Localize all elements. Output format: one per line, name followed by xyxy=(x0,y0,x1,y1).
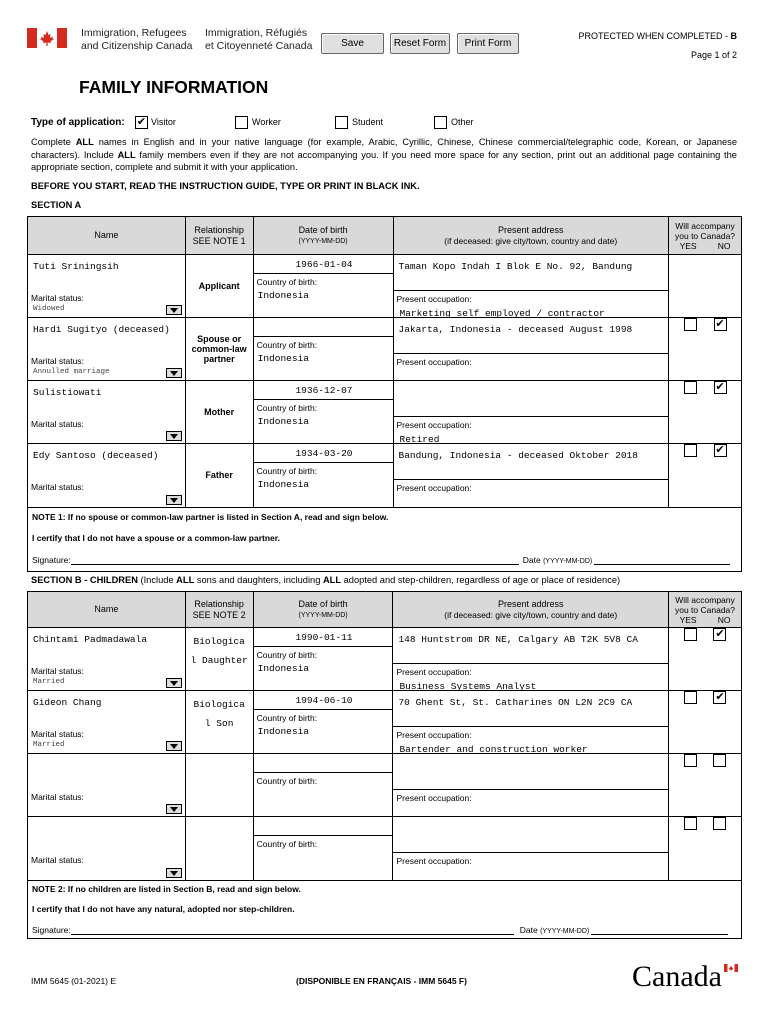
accompany-yes-checkbox[interactable] xyxy=(684,754,697,767)
accompany-no-checkbox[interactable] xyxy=(713,754,726,767)
marital-status-label: Marital status: xyxy=(31,792,84,802)
marital-status-dropdown[interactable] xyxy=(166,368,182,378)
print-form-button[interactable]: Print Form xyxy=(457,33,519,54)
header-relationship: Relationship SEE NOTE 2 xyxy=(185,592,253,628)
marital-status-dropdown[interactable] xyxy=(166,495,182,505)
accompany-yes-checkbox[interactable] xyxy=(684,817,697,830)
person-row xyxy=(28,754,742,817)
occupation-value: Retired xyxy=(399,434,440,443)
address-field[interactable]: Taman Kopo Indah I Blok E No. 92, Bandung xyxy=(394,255,669,291)
country-of-birth-label: Country of birth: xyxy=(256,340,318,350)
date-label: Date (YYYY-MM-DD) xyxy=(519,925,590,935)
visitor-checkbox[interactable]: ✔ xyxy=(136,116,147,128)
section-a-title: SECTION A xyxy=(31,200,82,210)
section-b-title: SECTION B - CHILDREN (Include ALL sons and daughters, including ALL adopted and step-children, regardless of age or place of residence) xyxy=(31,575,621,585)
french-version-note: (DISPONIBLE EN FRANÇAIS - IMM 5645 F) xyxy=(296,976,467,986)
occupation-label: Present occupation: xyxy=(396,483,472,493)
accompany-no-checkbox[interactable]: ✔ xyxy=(715,318,725,330)
address-occupation-cell xyxy=(393,754,669,817)
reset-form-button[interactable]: Reset Form xyxy=(390,33,450,54)
other-checkbox[interactable] xyxy=(434,116,447,129)
address-field[interactable] xyxy=(393,817,668,853)
marital-status-label: Marital status: xyxy=(31,666,84,676)
page-title: FAMILY INFORMATION xyxy=(79,77,269,97)
wordmark-flag-icon xyxy=(724,964,738,972)
occupation-value: Business Systems Analyst xyxy=(399,681,537,690)
dob-field[interactable]: 1936-12-07 xyxy=(254,381,393,400)
save-button[interactable]: Save xyxy=(321,33,384,54)
marital-status-value: Married xyxy=(33,678,65,686)
occupation-value: Marketing self employed / contractor xyxy=(399,308,605,317)
dob-country-cell xyxy=(253,318,393,381)
visitor-label: Visitor xyxy=(151,117,176,127)
relationship-value xyxy=(186,817,253,879)
occupation-value xyxy=(396,866,668,870)
marital-status-label: Marital status: xyxy=(31,419,84,429)
page-number: Page 1 of 2 xyxy=(690,50,737,60)
relationship-cell[interactable] xyxy=(185,691,253,754)
accompany-no-checkbox[interactable] xyxy=(713,817,726,830)
dob-field[interactable]: 1994-06-10 xyxy=(254,691,393,710)
relationship-cell[interactable] xyxy=(185,318,253,381)
occupation-field[interactable] xyxy=(393,664,668,690)
accompany-no-checkbox[interactable]: ✔ xyxy=(715,381,725,393)
person-row xyxy=(28,691,742,754)
country-of-birth-label: Country of birth: xyxy=(256,466,318,476)
worker-label: Worker xyxy=(252,117,281,127)
name-cell[interactable] xyxy=(28,691,186,754)
occupation-value xyxy=(396,803,668,807)
marital-status-dropdown[interactable] xyxy=(166,431,182,441)
relationship-cell[interactable] xyxy=(185,754,253,817)
country-of-birth-label: Country of birth: xyxy=(256,713,318,723)
occupation-value: Bartender and construction worker xyxy=(399,744,588,753)
address-field[interactable]: 148 Huntstrom DR NE, Calgary AB T2K 5V8 CA xyxy=(393,628,668,664)
header-name: Name xyxy=(28,217,186,255)
relationship-cell[interactable] xyxy=(185,817,253,881)
canada-flag-icon xyxy=(27,28,67,48)
signature-label: Signature: xyxy=(32,555,71,565)
note1-block: NOTE 1: If no spouse or common-law partner is listed in Section A, read and sign below. I certify that I do not have a spouse or a common-law partner. Signature: Date (YYYY-MM-DD) xyxy=(28,508,742,572)
relationship-cell[interactable] xyxy=(185,381,253,444)
marital-status-label: Marital status: xyxy=(31,482,84,492)
department-name-en: Immigration, Refugees and Citizenship Canada xyxy=(81,27,193,52)
occupation-label: Present occupation: xyxy=(396,856,472,866)
accompany-cell xyxy=(669,754,742,817)
header-name: Name xyxy=(28,592,186,628)
occupation-field[interactable] xyxy=(393,727,668,753)
marital-status-dropdown[interactable] xyxy=(166,305,182,315)
occupation-label: Present occupation: xyxy=(396,667,472,677)
relationship-value: Father xyxy=(205,470,233,480)
country-of-birth-value[interactable]: Indonesia xyxy=(257,726,309,737)
country-of-birth-label: Country of birth: xyxy=(256,839,318,849)
name-value: Edy Santoso (deceased) xyxy=(33,450,159,461)
country-of-birth-value[interactable]: Indonesia xyxy=(257,290,309,301)
accompany-no-checkbox[interactable]: ✔ xyxy=(715,691,725,703)
accompany-cell xyxy=(669,817,742,881)
name-value: Tuti Sriningsih xyxy=(33,261,119,272)
person-row xyxy=(28,318,742,381)
person-row xyxy=(28,381,742,444)
header-accompany: Will accompany you to Canada? YES NO xyxy=(669,217,742,255)
name-cell[interactable] xyxy=(28,817,186,881)
accompany-yes-checkbox[interactable] xyxy=(684,381,697,394)
dob-field[interactable] xyxy=(254,817,393,836)
date-label: Date (YYYY-MM-DD) xyxy=(522,555,593,565)
dob-country-cell xyxy=(253,381,393,444)
address-occupation-cell xyxy=(393,817,669,881)
occupation-field[interactable] xyxy=(394,291,669,317)
worker-checkbox[interactable] xyxy=(235,116,248,129)
address-occupation-cell xyxy=(393,444,669,508)
accompany-cell xyxy=(669,318,742,381)
country-of-birth-label: Country of birth: xyxy=(256,277,318,287)
date-field[interactable] xyxy=(594,555,730,565)
student-checkbox[interactable] xyxy=(335,116,348,129)
name-cell[interactable] xyxy=(28,255,186,318)
dob-field[interactable] xyxy=(254,754,393,773)
occupation-field[interactable] xyxy=(394,480,669,506)
dob-country-cell xyxy=(253,628,393,691)
country-of-birth-value[interactable]: Indonesia xyxy=(257,663,309,674)
marital-status-dropdown[interactable] xyxy=(166,868,182,878)
header-dob: Date of birth (YYYY-MM-DD) xyxy=(253,592,393,628)
relationship-cell[interactable] xyxy=(185,628,253,691)
marital-status-label: Marital status: xyxy=(31,293,84,303)
occupation-value xyxy=(397,367,669,371)
accompany-cell xyxy=(669,628,742,691)
dob-country-cell xyxy=(253,817,393,881)
country-of-birth-label: Country of birth: xyxy=(256,403,318,413)
accompany-no-checkbox[interactable]: ✔ xyxy=(715,628,725,640)
header-address: Present address (if deceased: give city/town, country and date) xyxy=(393,592,669,628)
instructions-text: Complete ALL names in English and in your native language (for example, Arabic, Cyrillic, Chinese, Chinese commercial/telegraphic code, Korean, or Japanese characters). Include ALL family members even if they are not accompanying you. If you need more space for any section, print out an additional page containing the appropriate section, complete and submit it with your application. xyxy=(31,137,737,172)
accompany-cell xyxy=(669,255,742,318)
dob-field[interactable]: 1990-01-11 xyxy=(254,628,393,647)
address-field[interactable]: Bandung, Indonesia - deceased Oktober 2018 xyxy=(394,444,669,480)
section-a-table xyxy=(27,216,742,572)
person-row xyxy=(28,628,742,691)
occupation-label: Present occupation: xyxy=(396,793,472,803)
name-cell[interactable] xyxy=(28,381,186,444)
relationship-value: Biologica l Son xyxy=(193,699,245,729)
accompany-yes-checkbox[interactable] xyxy=(684,444,697,457)
accompany-yes-checkbox[interactable] xyxy=(684,628,697,641)
accompany-cell xyxy=(669,444,742,508)
occupation-field[interactable] xyxy=(393,853,668,879)
person-row xyxy=(28,817,742,881)
dob-country-cell xyxy=(253,754,393,817)
occupation-label: Present occupation: xyxy=(396,294,472,304)
accompany-yes-checkbox[interactable] xyxy=(684,318,697,331)
accompany-cell xyxy=(669,691,742,754)
address-field[interactable] xyxy=(393,754,668,790)
address-field[interactable]: Jakarta, Indonesia - deceased August 1998 xyxy=(394,318,669,354)
relationship-value: Mother xyxy=(204,406,235,417)
canada-wordmark: Canada xyxy=(632,960,722,993)
relationship-cell[interactable] xyxy=(185,255,253,318)
occupation-field[interactable] xyxy=(393,790,668,816)
section-b-table xyxy=(27,591,742,939)
country-of-birth-value[interactable]: Indonesia xyxy=(257,479,309,490)
occupation-label: Present occupation: xyxy=(396,357,472,367)
department-name-fr: Immigration, Réfugiés et Citoyenneté Canada xyxy=(205,27,313,52)
name-value: Chintami Padmadawala xyxy=(33,634,148,645)
marital-status-dropdown[interactable] xyxy=(166,678,182,688)
country-of-birth-label: Country of birth: xyxy=(256,650,318,660)
header-accompany: Will accompany you to Canada? YES NO xyxy=(669,592,742,628)
name-cell[interactable] xyxy=(28,444,186,508)
occupation-value xyxy=(397,493,669,497)
relationship-value: Spouse or common-law partner xyxy=(191,333,247,364)
address-occupation-cell xyxy=(393,318,669,381)
occupation-field[interactable] xyxy=(394,417,669,443)
name-cell[interactable] xyxy=(28,628,186,691)
accompany-no-checkbox[interactable]: ✔ xyxy=(715,444,725,456)
address-occupation-cell xyxy=(393,628,669,691)
marital-status-label: Marital status: xyxy=(31,729,84,739)
person-row xyxy=(28,255,742,318)
header-address: Present address (if deceased: give city/town, country and date) xyxy=(393,217,669,255)
form-identifier: IMM 5645 (01-2021) E xyxy=(31,976,117,986)
marital-status-label: Marital status: xyxy=(31,855,84,865)
occupation-label: Present occupation: xyxy=(396,420,472,430)
dob-field[interactable]: 1934-03-20 xyxy=(254,444,393,463)
person-row xyxy=(28,444,742,508)
dob-field[interactable]: 1966-01-04 xyxy=(254,255,393,274)
header-dob: Date of birth (YYYY-MM-DD) xyxy=(253,217,393,255)
relationship-value: Applicant xyxy=(198,280,240,291)
marital-status-value: Married xyxy=(33,741,65,749)
relationship-cell[interactable] xyxy=(185,444,253,508)
signature-field[interactable] xyxy=(71,555,519,565)
address-occupation-cell xyxy=(393,691,669,754)
country-of-birth-value[interactable] xyxy=(254,849,393,852)
address-occupation-cell xyxy=(393,255,669,318)
dob-field[interactable] xyxy=(254,318,393,337)
dob-country-cell xyxy=(253,444,393,508)
address-occupation-cell xyxy=(393,381,669,444)
marital-status-value: Annulled marriage xyxy=(33,368,110,376)
accompany-yes-checkbox[interactable] xyxy=(684,691,697,704)
note2-block: NOTE 2: If no children are listed in Section B, read and sign below. I certify that I do not have any natural, adopted nor step-children. Signature: Date (YYYY-MM-DD) xyxy=(28,881,742,939)
dob-country-cell xyxy=(253,255,393,318)
relationship-value: Biologica l Daughter xyxy=(190,636,248,666)
header-relationship: Relationship SEE NOTE 1 xyxy=(185,217,253,255)
signature-label: Signature: xyxy=(32,925,71,935)
name-value: Sulistiowati xyxy=(33,387,102,398)
address-field[interactable] xyxy=(394,381,669,417)
address-field[interactable]: 70 Ghent St, St. Catharines ON L2N 2C9 CA xyxy=(393,691,668,727)
before-you-start-text: BEFORE YOU START, READ THE INSTRUCTION GUIDE, TYPE OR PRINT IN BLACK INK. xyxy=(31,181,420,191)
name-value: Gideon Chang xyxy=(33,697,102,708)
name-cell[interactable] xyxy=(28,754,186,817)
protected-label: PROTECTED WHEN COMPLETED - B xyxy=(578,31,737,41)
date-field[interactable] xyxy=(591,925,728,935)
name-cell[interactable] xyxy=(28,318,186,381)
country-of-birth-value[interactable] xyxy=(254,786,393,789)
marital-status-dropdown[interactable] xyxy=(166,741,182,751)
occupation-label: Present occupation: xyxy=(396,730,472,740)
dob-country-cell xyxy=(253,691,393,754)
application-type-label: Type of application: xyxy=(31,117,125,128)
signature-field[interactable] xyxy=(71,925,514,935)
student-label: Student xyxy=(352,117,384,127)
occupation-field[interactable] xyxy=(394,354,669,380)
country-of-birth-value[interactable]: Indonesia xyxy=(257,416,309,427)
other-label: Other xyxy=(451,117,474,127)
relationship-value xyxy=(186,754,253,815)
marital-status-label: Marital status: xyxy=(31,356,84,366)
accompany-cell xyxy=(669,381,742,444)
marital-status-dropdown[interactable] xyxy=(166,804,182,814)
marital-status-value: Widowed xyxy=(33,305,65,313)
country-of-birth-value[interactable]: Indonesia xyxy=(257,353,309,364)
name-value: Hardi Sugityo (deceased) xyxy=(33,324,170,335)
country-of-birth-label: Country of birth: xyxy=(256,776,318,786)
